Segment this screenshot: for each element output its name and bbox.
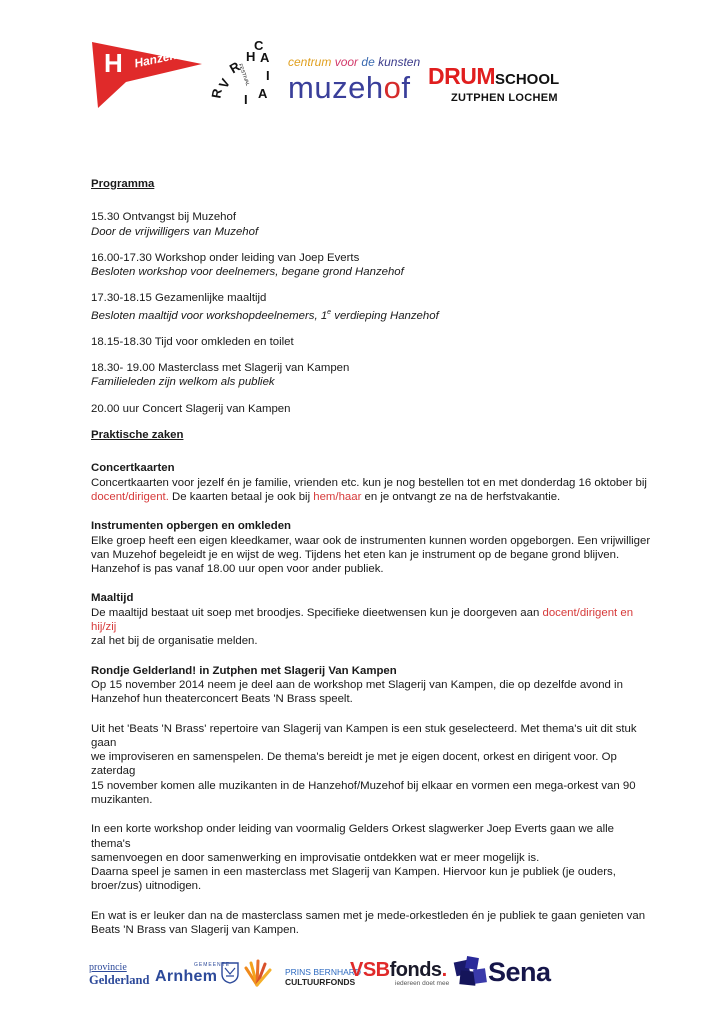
drumschool-locations: ZUTPHEN LOCHEM: [451, 92, 558, 104]
cultuurfonds-label: CULTUURFONDS: [285, 977, 356, 987]
muzehof-letter: e: [348, 70, 366, 105]
programma-item: 17.30-18.15 Gezamenlijke maaltijd: [91, 292, 267, 305]
muzehof-letter: z: [332, 70, 349, 105]
gemeente-label: GEMEENTE: [194, 962, 231, 968]
gelderland-logo: Gelderland: [89, 973, 150, 987]
vsb-fonds-logo: [350, 959, 447, 982]
instrumenten-line: Elke groep heeft een eigen kleedkamer, waar ook de instrumenten kunnen worden opgeborgen. Een vrijwilliger: [91, 534, 651, 547]
rondje-line: Op 15 november 2014 neem je deel aan de workshop met Slagerij van Kampen, die op dezelfde avond in: [91, 678, 623, 691]
concertkaarten-heading: Concertkaarten: [91, 462, 175, 475]
fonds-podiumkunsten-icon: [452, 955, 490, 989]
provincie-label: provincie: [89, 962, 127, 973]
plain-text: De kaarten betaal je ook bij: [168, 490, 314, 503]
charivari-letter: H: [246, 49, 256, 64]
muzehof-letter: u: [314, 70, 333, 105]
programma-detail: Besloten workshop voor deelnemers, begane grond Hanzehof: [91, 266, 404, 279]
praktische-zaken-heading: Praktische zaken: [91, 429, 184, 442]
vsb-dot: .: [441, 959, 447, 981]
charivari-letter: R: [208, 87, 225, 100]
hanzehof-logo-h: H: [104, 48, 123, 78]
muzehof-letter: h: [365, 70, 384, 105]
sunburst-icon: [242, 958, 272, 988]
instrumenten-line: van Muzehof begeleidt je en wijst de weg. Tijdens het eten kan je instrument op de begane grond blijven.: [91, 548, 620, 561]
detail-superscript: e: [327, 308, 332, 316]
rondje-line: broer/zus) uitnodigen.: [91, 880, 202, 893]
rondje-line: Uit het 'Beats 'N Brass' repertoire van Slagerij van Kampen is een stuk geselecteerd. Met thema's uit dit stuk gaan: [91, 722, 637, 749]
charivari-letter: I: [266, 68, 270, 83]
programma-heading: Programma: [91, 178, 155, 190]
muzehof-tagline: [288, 55, 420, 69]
plain-text: De maaltijd bestaat uit soep met broodjes. Specifieke dieetwensen kun je doorgeven aan: [91, 606, 543, 619]
concertkaarten-text: Concertkaarten voor jezelf én je familie, vrienden etc. kun je nog bestellen tot en met donderdag 16 oktober bij: [91, 476, 647, 489]
instrumenten-line: Hanzehof is pas vanaf 18.00 uur open voor ander publiek.: [91, 563, 384, 576]
maaltijd-text: zal het bij de organisatie melden.: [91, 635, 258, 648]
programma-detail: Door de vrijwilligers van Muzehof: [91, 225, 259, 238]
charivari-letter: A: [258, 86, 268, 101]
muzehof-letter: o: [383, 70, 402, 105]
tagline-word: de: [361, 55, 375, 69]
rondje-line: Hanzehof hun theaterconcert Beats 'N Brass speelt.: [91, 693, 353, 706]
rondje-line: En wat is er leuker dan na de masterclass samen met je mede-orkestleden én je publiek te gaan genieten van: [91, 909, 646, 922]
muzehof-letter: f: [401, 70, 411, 105]
maaltijd-text: [91, 606, 651, 635]
charivari-letter: I: [244, 92, 248, 107]
hanzehof-logo-text: Hanzehof: [133, 45, 189, 71]
charivari-letter: C: [254, 38, 264, 53]
programma-item: 20.00 uur Concert Slagerij van Kampen: [91, 402, 291, 415]
charivari-letter: V: [215, 75, 233, 92]
rondje-line: Beats 'N Brass van Slagerij van Kampen.: [91, 924, 299, 937]
programma-detail: [91, 306, 651, 323]
rondje-line: muzikanten.: [91, 794, 153, 806]
vsb-mark: VSB: [350, 959, 390, 981]
rondje-line: we improviseren en samenspelen. De thema's bereidt je met je eigen docent, orkest en dirigent voor. Op zaterdag: [91, 751, 617, 778]
drumschool-logo: [428, 63, 559, 90]
muzehof-logo: [288, 70, 410, 106]
highlight-text: docent/dirigent en hij/zij: [91, 606, 634, 634]
instrumenten-heading: Instrumenten opbergen en omkleden: [91, 520, 291, 533]
rondje-line: 15 november komen alle muzikanten in de Hanzehof/Muzehof bij elkaar en vormen een mega-orkest van 90: [91, 779, 636, 792]
programma-item: 15.30 Ontvangst bij Muzehof: [91, 211, 237, 224]
maaltijd-heading: Maaltijd: [91, 592, 134, 605]
charivari-letter: A: [260, 50, 270, 65]
programma-item: 16.00-17.30 Workshop onder leiding van Joep Everts: [91, 251, 360, 264]
arnhem-crest-icon: [221, 962, 239, 984]
highlight-text: docent/dirigent.: [91, 490, 169, 503]
arnhem-logo: Arnhem: [155, 968, 218, 985]
prins-bernhard-label: PRINS BERNHARD: [285, 967, 362, 977]
highlight-text: hem/haar: [313, 490, 362, 503]
rondje-gelderland-heading: Rondje Gelderland! in Zutphen met Slagerij Van Kampen: [91, 664, 397, 677]
tagline-word: voor: [334, 55, 359, 69]
programma-item: 18.30- 19.00 Masterclass met Slagerij van Kampen: [91, 362, 350, 375]
drum-title: DRUM: [428, 63, 495, 89]
document-body: [91, 177, 651, 937]
vsb-tagline: iedereen doet mee: [395, 980, 450, 987]
drum-school-label: SCHOOL: [495, 71, 560, 88]
plain-text: en je ontvangt ze na de herfstvakantie.: [361, 490, 561, 503]
programma-detail: Familieleden zijn welkom als publiek: [91, 376, 275, 389]
detail-part: Besloten maaltijd voor workshopdeelnemers, 1: [91, 309, 328, 322]
concertkaarten-text: [91, 490, 651, 504]
programma-item: 18.15-18.30 Tijd voor omkleden en toilet: [91, 335, 294, 348]
muzehof-letter: m: [288, 70, 315, 105]
charivari-letter: R: [226, 58, 243, 77]
rondje-line: In een korte workshop onder leiding van voormalig Gelders Orkest slagwerker Joep Everts gaan we alle thema's: [91, 823, 614, 850]
rondje-line: samenvoegen en door samenwerking en improvisatie ontdekken wat er meer mogelijk is.: [91, 851, 540, 864]
charivari-festival-logo: [210, 36, 282, 106]
sena-logo: Sena: [488, 957, 551, 987]
tagline-word: centrum: [288, 55, 332, 69]
detail-part: verdieping Hanzehof: [331, 309, 439, 322]
tagline-word: kunsten: [378, 55, 421, 69]
vsb-fonds-word: fonds: [389, 959, 442, 981]
rondje-line: Daarna speel je samen in een masterclass met Slagerij van Kampen. Hiervoor kun je publiek (je ouders,: [91, 866, 616, 879]
charivari-festival-label: FESTIVAL: [236, 63, 251, 87]
